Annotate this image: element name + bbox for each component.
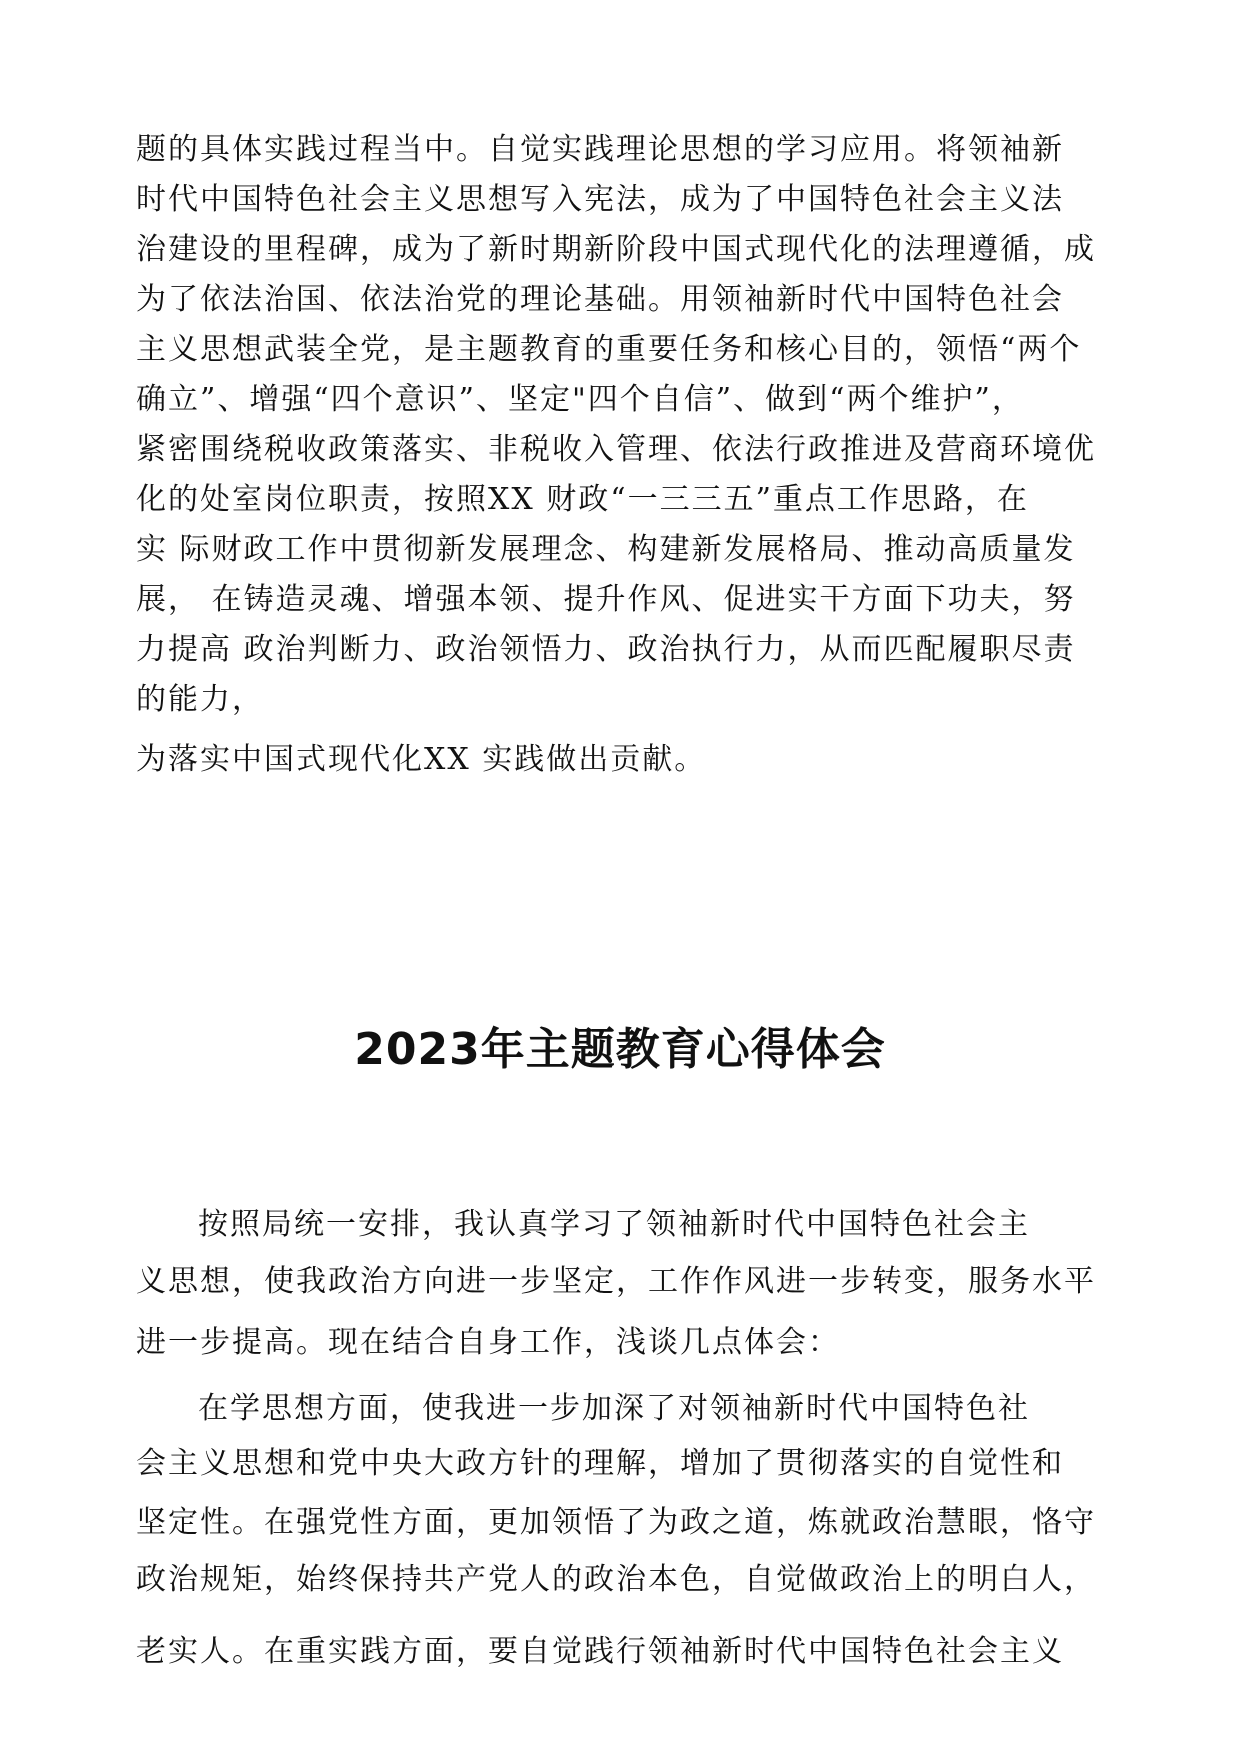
text-line: 主义思想武装全党，是主题教育的重要任务和核心目的，领悟“两个 — [136, 332, 1082, 367]
text-line: 力提高 政治判断力、政治领悟力、政治执行力，从而匹配履职尽责 — [136, 632, 1076, 667]
text-line: 展， 在铸造灵魂、增强本领、提升作风、促进实干方面下功夫，努 — [136, 582, 1076, 617]
text-line: 题的具体实践过程当中。自觉实践理论思想的学习应用。将领袖新 — [136, 132, 1064, 167]
text-line: 实 际财政工作中贯彻新发展理念、构建新发展格局、推动高质量发 — [136, 532, 1076, 567]
text-line: 确立”、增强“四个意识”、坚定"四个自信”、做到“两个维护”， — [136, 382, 1024, 417]
document-title: 2023年主题教育心得体会 — [354, 1024, 886, 1075]
text-line: 政治规矩，始终保持共产党人的政治本色，自觉做政治上的明白人， — [136, 1562, 1096, 1597]
text-line: 化的处室岗位职责，按照XX 财政“一三三五”重点工作思路，在 — [136, 482, 1029, 517]
text-line: 坚定性。在强党性方面，更加领悟了为政之道，炼就政治慧眼，恪守 — [136, 1505, 1096, 1540]
text-line: 治建设的里程碑，成为了新时期新阶段中国式现代化的法理遵循，成 — [136, 232, 1096, 267]
text-line: 的能力， — [136, 682, 264, 717]
text-line: 时代中国特色社会主义思想写入宪法，成为了中国特色社会主义法 — [136, 182, 1064, 217]
text-line: 为了依法治国、依法治党的理论基础。用领袖新时代中国特色社会 — [136, 282, 1064, 317]
text-line: 义思想，使我政治方向进一步坚定，工作作风进一步转变，服务水平 — [136, 1264, 1096, 1299]
text-line: 在学思想方面，使我进一步加深了对领袖新时代中国特色社 — [198, 1391, 1030, 1426]
text-line: 紧密围绕税收政策落实、非税收入管理、依法行政推进及营商环境优 — [136, 432, 1096, 467]
text-line: 为落实中国式现代化XX 实践做出贡献。 — [136, 742, 707, 777]
text-line: 按照局统一安排，我认真学习了领袖新时代中国特色社会主 — [198, 1207, 1030, 1242]
text-line: 进一步提高。现在结合自身工作，浅谈几点体会： — [136, 1325, 840, 1360]
text-line: 老实人。在重实践方面，要自觉践行领袖新时代中国特色社会主义 — [136, 1634, 1064, 1669]
text-line: 会主义思想和党中央大政方针的理解，增加了贯彻落实的自觉性和 — [136, 1446, 1064, 1481]
